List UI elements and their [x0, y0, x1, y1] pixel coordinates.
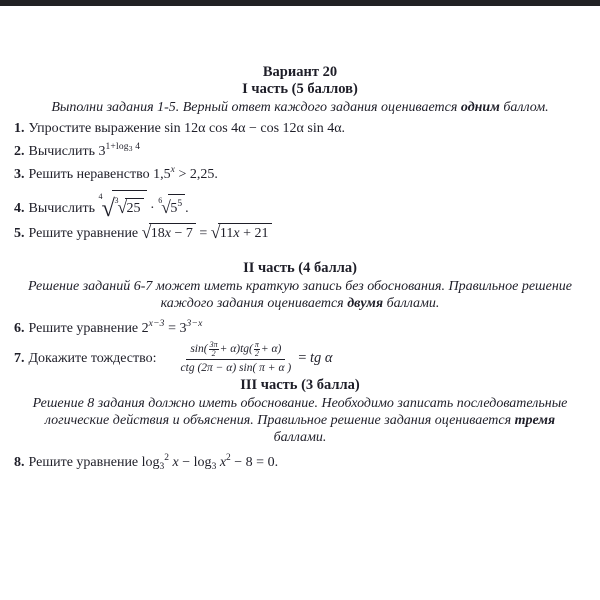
page-title: Вариант 20: [262, 64, 338, 80]
part3-problem-list: [10, 449, 590, 477]
problem-1-expression: sin 12α cos 4α − cos 12α sin 4α.: [164, 121, 346, 136]
left-sqrt: [142, 223, 196, 243]
part3-heading: III часть (3 балла): [240, 376, 360, 393]
variable-x: x: [164, 225, 171, 241]
part3-instruction-text: Решение 8 задания должно иметь обоснование. Необходимо записать последовательные логические действия и объяснения. Правильное решение задания оценивается: [32, 395, 568, 428]
second-radical: [158, 191, 185, 218]
fraction-denominator: ctg (2π − α) sin( π + α ): [180, 362, 292, 375]
coefficient: 18: [150, 225, 165, 241]
part2-instruction-text: Решение заданий 6-7 может иметь краткую запись без обоснования. Правильное решение каждого задания оценивается: [28, 278, 572, 311]
problem-1-number: 1.: [14, 121, 25, 136]
problem-3-label: Решить неравенство: [28, 167, 150, 182]
problem-7-number: 7.: [14, 350, 25, 366]
fraction-numerator: [186, 341, 285, 361]
small-fraction-3pi-2: [209, 341, 219, 359]
part2-problem-list: [10, 315, 590, 376]
constant: + 21: [239, 225, 269, 241]
equals-sign: =: [195, 225, 211, 241]
part3-instruction-tail: баллами.: [273, 429, 327, 445]
problem-3-expression: [153, 167, 218, 182]
equation-tail: − 8 = 0.: [230, 454, 279, 470]
log-function: log: [141, 454, 160, 470]
radical-sign: √: [101, 195, 115, 222]
period: .: [185, 201, 189, 216]
part1-heading: I часть (5 баллов): [242, 81, 358, 97]
problem-1: [10, 119, 590, 138]
inner-radical-index: 3: [114, 196, 119, 205]
part2-heading: II часть (4 балла): [243, 259, 357, 276]
part1-instruction: [17, 99, 583, 116]
radical-sign: √: [141, 221, 152, 242]
left-exponent: x−3: [148, 318, 165, 329]
log-base: 3: [159, 461, 165, 472]
coefficient: 11: [219, 225, 234, 241]
exponent-post: 4: [132, 142, 141, 152]
problem-7-label: Докажите тождество:: [28, 350, 157, 366]
base-3: 3: [179, 320, 187, 336]
problem-2-expression: [98, 144, 140, 159]
problem-6-equation: [141, 318, 203, 336]
problem-2-number: 2.: [14, 144, 25, 159]
problem-3-number: 3.: [14, 167, 25, 182]
part2-instruction-tail: баллами.: [383, 295, 440, 311]
identity-rhs: [298, 349, 332, 368]
problem-6: [10, 315, 590, 338]
problem-2: [10, 138, 590, 161]
outer-radical: [98, 187, 146, 222]
numerator-mid: + α)tg(: [219, 343, 253, 356]
problem-1-label: Упростите выражение: [28, 121, 161, 136]
log-base: 3: [211, 461, 217, 472]
problem-2-label: Вычислить: [28, 144, 95, 159]
radical-sign: √: [210, 221, 221, 242]
variable-x: x: [169, 454, 179, 470]
problem-3: [10, 161, 590, 184]
radical-sign: √: [117, 197, 128, 217]
small-fraction-pi-2: [254, 341, 260, 359]
numerator-end: + α): [260, 343, 282, 356]
problem-6-number: 6.: [14, 320, 25, 336]
right-exponent: 3−x: [186, 318, 203, 329]
problem-4-expression: [98, 192, 189, 222]
problem-6-label: Решите уравнение: [28, 320, 139, 336]
small-fraction-top: 3π: [209, 339, 218, 349]
inequality-rhs: > 2,25.: [175, 167, 218, 182]
problem-5-label: Решите уравнение: [28, 225, 139, 241]
equals-sign: =: [164, 320, 180, 336]
identity-fraction: [181, 341, 292, 376]
variable-x: x: [233, 225, 240, 241]
second-radical-index: 6: [158, 196, 163, 205]
radical-sign: √: [161, 197, 171, 217]
exponent-pre: 1+log: [105, 142, 129, 152]
constant: − 7: [170, 225, 193, 241]
log-squared: 2: [164, 452, 170, 463]
numerator-sin: sin(: [190, 343, 208, 356]
variable-x: x: [216, 454, 227, 470]
problem-8-equation: [141, 452, 279, 472]
problem-5-equation: [141, 221, 272, 242]
right-sqrt: [211, 223, 272, 243]
problem-5: [10, 223, 590, 243]
inner-radical: [114, 191, 143, 218]
part2-instruction-bold: двумя: [347, 295, 384, 311]
x-squared: 2: [226, 452, 231, 463]
tg-alpha: tg α: [310, 349, 333, 366]
problem-4-number: 4.: [14, 201, 25, 216]
part1-instruction-tail: баллом.: [499, 100, 549, 115]
base-value: 1,5: [153, 167, 171, 182]
log-base-sub: 3: [128, 144, 133, 153]
part1-instruction-bold: одним: [460, 100, 500, 115]
second-radicand-base: 5: [170, 201, 178, 216]
problem-5-number: 5.: [14, 225, 25, 241]
second-radicand-exponent: 5: [177, 199, 183, 209]
part1-instruction-text: Выполни задания 1-5. Верный ответ каждого задания оценивается: [51, 100, 461, 115]
part3-instruction: [17, 395, 583, 446]
outer-radical-index: 4: [98, 192, 103, 201]
multiplication-dot: ·: [146, 201, 159, 216]
test-paper-page: [0, 6, 600, 477]
problem-7: [10, 341, 590, 376]
problem-4: [10, 187, 590, 222]
problem-8-label: Решите уравнение: [28, 454, 139, 470]
minus-log: − log: [178, 454, 212, 470]
part3-instruction-bold: тремя: [514, 412, 556, 428]
small-fraction-bottom: 2: [211, 348, 216, 358]
part1-problem-list: [10, 119, 590, 243]
equals-sign: =: [298, 349, 307, 366]
exponent-x: x: [170, 165, 176, 175]
small-fraction-top: π: [254, 339, 259, 349]
part2-instruction: [17, 278, 583, 312]
problem-8: [10, 449, 590, 477]
base-2: 2: [141, 320, 149, 336]
problem-8-number: 8.: [14, 454, 25, 470]
base-3: 3: [98, 144, 106, 159]
small-fraction-bottom: 2: [254, 348, 259, 358]
problem-4-label: Вычислить: [28, 201, 95, 216]
inner-radicand: 25: [125, 198, 144, 218]
